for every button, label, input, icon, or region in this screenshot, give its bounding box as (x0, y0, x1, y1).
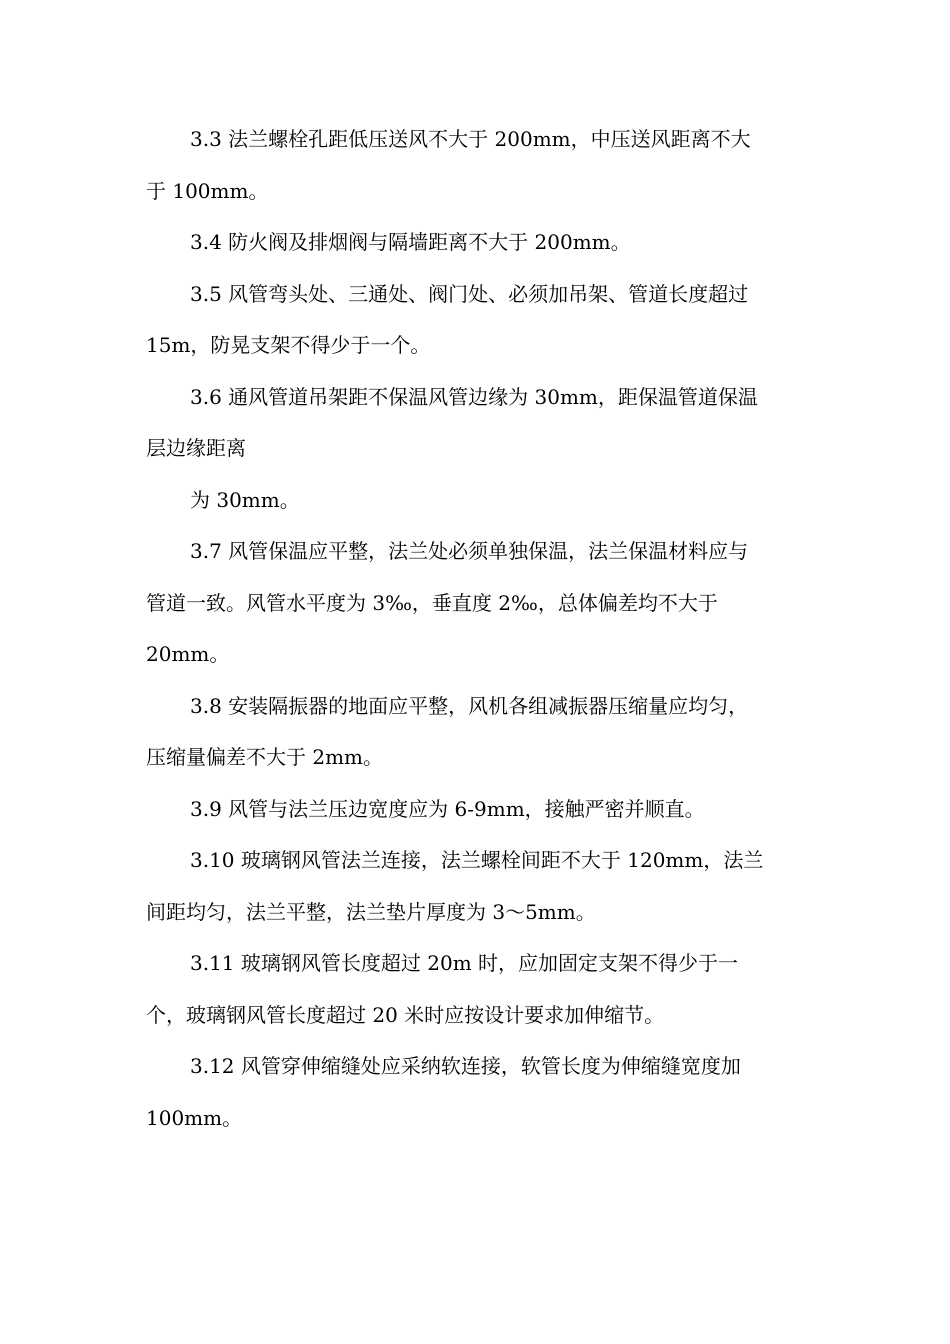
paragraph-3-8 (146, 681, 810, 784)
paragraph-line: 3.4 防火阀及排烟阀与隔墙距离不大于 200mm。 (190, 230, 631, 254)
paragraph-line: 3.11 玻璃钢风管长度超过 20m 时，应加固定支架不得少于一 (190, 951, 739, 975)
paragraph-3-12 (146, 1041, 810, 1144)
paragraph-line: 为 30mm。 (190, 487, 300, 512)
paragraph-3-3 (146, 114, 810, 217)
paragraph-3-9 (146, 784, 810, 836)
paragraph-line: 3.6 通风管道吊架距不保温风管边缘为 30mm，距保温管道保温 (190, 384, 758, 409)
paragraph-line: 15m，防晃支架不得少于一个。 (146, 333, 431, 357)
paragraph-line: 3.7 风管保温应平整，法兰处必须单独保温，法兰保温材料应与 (190, 539, 749, 563)
paragraph-3-6-continued (146, 475, 810, 527)
paragraph-line: 个，玻璃钢风管长度超过 20 米时应按设计要求加伸缩节。 (146, 1002, 665, 1027)
paragraph-line: 3.12 风管穿伸缩缝处应采纳软连接，软管长度为伸缩缝宽度加 (190, 1054, 741, 1078)
paragraph-line: 100mm。 (146, 1105, 243, 1130)
paragraph-line: 于 100mm。 (146, 178, 269, 203)
paragraph-line: 3.5 风管弯头处、三通处、阀门处、必须加吊架、管道长度超过 (190, 281, 749, 306)
paragraph-3-7 (146, 526, 810, 681)
paragraph-line: 3.3 法兰螺栓孔距低压送风不大于 200mm，中压送风距离不大 (190, 127, 751, 151)
paragraph-line: 3.8 安装隔振器的地面应平整，风机各组减振器压缩量应均匀， (190, 693, 749, 718)
paragraph-line: 压缩量偏差不大于 2mm。 (146, 745, 384, 769)
document-body (146, 114, 810, 1144)
paragraph-line: 3.10 玻璃钢风管法兰连接，法兰螺栓间距不大于 120mm，法兰 (190, 848, 764, 872)
paragraph-line: 3.9 风管与法兰压边宽度应为 6-9mm，接触严密并顺直。 (190, 796, 705, 821)
paragraph-line: 间距均匀，法兰平整，法兰垫片厚度为 3～5mm。 (146, 899, 596, 924)
paragraph-3-4 (146, 217, 810, 269)
paragraph-3-10 (146, 835, 810, 938)
paragraph-3-6 (146, 372, 810, 475)
paragraph-3-5 (146, 269, 810, 372)
paragraph-line: 管道一致。风管水平度为 3‰，垂直度 2‰，总体偏差均不大于 (146, 590, 718, 615)
paragraph-line: 20mm。 (146, 642, 230, 666)
paragraph-line: 层边缘距离 (146, 436, 246, 460)
paragraph-3-11 (146, 938, 810, 1041)
